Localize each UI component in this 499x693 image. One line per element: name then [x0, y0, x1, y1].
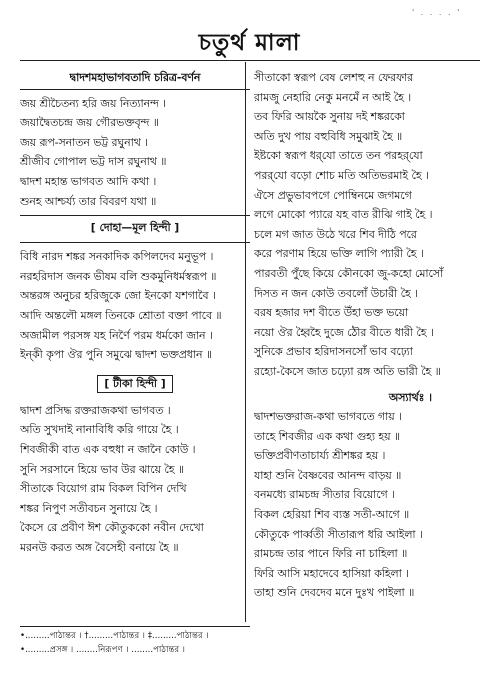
verse-block-3	[20, 401, 250, 558]
verse-line: করে পরণাম হিয়ে ভক্তি লাগি প্যারী হৈ ।	[254, 247, 424, 261]
left-column	[20, 68, 250, 557]
verse-line: জয়াদ্বৈতচন্দ্র জয় গৌরভক্তবৃন্দ ॥	[20, 116, 159, 130]
section-heading: দ্বাদশমহাভাগবতাদি চরিত্র-বর্ণন	[20, 68, 250, 90]
verse-block-5	[254, 407, 486, 603]
verse-line: অন্তরঙ্গ অনুচর হরিজুকে জো ইনকো যশগাবৈ ।	[20, 289, 216, 303]
verse-line: তাহা শুনি দেবদেব মনে দুঃখ পাইলা ॥	[254, 586, 415, 600]
verse-line: চলে মগ জাত উঠে খরে শিব দীঠি পরে	[254, 227, 417, 241]
page-title: চতুর্থ মালা	[198, 30, 301, 56]
verse-line: লগে মোকো প্যারে যহ বাত রীঝি গাই হৈ ।	[254, 208, 433, 222]
verse-line: রামজু নেহারি নেকু মনমেঁ ন আই হৈ ।	[254, 90, 412, 104]
verse-line: দ্বাদশ প্রসিদ্ধ রক্তরাজকথা ভাগবত ।	[20, 403, 171, 417]
verse-line: অজামীল পরসঙ্গ যহ নির্ণৈ পরম ধর্মকো জান ।	[20, 328, 213, 342]
verse-line: জয় শ্রীচৈতন্য হরি জয় নিত্যানন্দ ।	[20, 96, 167, 110]
tika-label: [ টীকা হিন্দী ]	[97, 375, 172, 393]
verse-line: ফিরি আসি মহাদেবে হাসিয়া কহিলা ।	[254, 566, 410, 580]
verse-line: রহ্যো-কৈসে জাত চঢ়্যো রঙ্গ অতি ভারী হৈ ॥	[254, 364, 441, 378]
verse-line: পরর্‌যো বড়ো শোচ মতি অতিভরমাই হৈ ।	[254, 168, 429, 182]
verse-block-2	[20, 247, 250, 365]
verse-line: শিবজীকী বাত এক বহুধা ন জানৈ কোউ ।	[20, 442, 196, 456]
doha-label: [ দোহা—মূল হিন্দী ]	[90, 221, 180, 235]
verse-block-4	[254, 68, 486, 382]
right-column	[254, 68, 486, 603]
verse-line: মরনউ করত অঙ্গ বৈসেহী বনায়ে হৈ ॥	[20, 540, 179, 554]
verse-line: সুনি সরসানে হিয়ে ভাব উর ঝায়ে হৈ ॥	[20, 462, 184, 476]
tika-label-row	[20, 371, 250, 397]
verse-line: ভক্তিপ্রবীণতাচার্য্য শ্রীশঙ্কর হয় ।	[254, 449, 386, 463]
verse-line: আদি অন্তলৌ মঙ্গল তিনকে শ্রোতা বক্তা পাবে ॥	[20, 308, 222, 322]
verse-line: শ্রীজীব গোপাল ভট্ট দাস রঘুনাথ ॥	[20, 155, 167, 169]
verse-line: দ্বাদশ মহান্ত ভাগবত আদি কথা ।	[20, 174, 157, 188]
verse-line: শঙ্কর নিপুণ সতীবচন সুনায়ে হৈ ।	[20, 501, 158, 515]
verse-block-1	[20, 94, 250, 212]
verse-line: সীতাকে বিয়োগ রাম বিকল বিপিন দেখি	[20, 482, 187, 496]
verse-line: অতি দুখ পায় বহুবিধি সমুঝাই হৈ ॥	[254, 129, 403, 143]
verse-line: দিসত ন জন কোউ তবলোঁ উচারী হৈ ।	[254, 286, 418, 300]
verse-line: জয় রূপ-সনাতন ভট্ট রঘুনাথ ।	[20, 135, 148, 149]
verse-line: ঐসে প্রভুভাবপগে পোম্বিনমে জগমগে	[254, 188, 412, 202]
doha-label-row	[20, 215, 250, 243]
verse-line: পারবতী পুঁছে কিয়ে কৌনকো জু-কহো মোসোঁ	[254, 266, 444, 280]
verse-line: নয়ো ঔর হ্বৈহৈ দুজে ঠৌর বীতে ধারী হৈ ।	[254, 325, 434, 339]
verse-line: তব ফিরি আয়কৈ সুনায় দই শঙ্করকো	[254, 110, 405, 124]
verse-line: বনমধ্যে রামচন্দ্র সীতার বিয়োগে ।	[254, 488, 395, 502]
verse-line: বিকল হেরিয়া শিব ব্যস্ত সতী-আগে ॥	[254, 508, 410, 522]
verse-line: সুনিকে প্রভাব হরিদাসনসোঁ ভাব বঢ়্যো	[254, 345, 413, 359]
verse-line: যাহা শুনি বৈষ্ণবের আনন্দ বাড়য় ॥	[254, 468, 402, 482]
verse-line: সীতাকো স্বরূপ বেষ লেশহু ন ফেরফার	[254, 71, 414, 84]
verse-line: নরহরিদাস জনক ভীষম বলি শুকমুনিধর্মস্বরূপ ॥	[20, 269, 217, 283]
footnotes	[20, 626, 250, 657]
footnote-line: •.........পাঠান্তর । †.........পাঠান্তর । ‡.........পাঠান্তর ।	[20, 631, 209, 641]
verse-line: বিধি নারদ শঙ্কর সনকাদিক কপিলদেব মনুভূপ ।	[20, 250, 214, 264]
verse-line: কৌতুকে পার্ব্বতী সীতারূপ ধরি আইলা ।	[254, 527, 423, 541]
title-rule	[20, 60, 480, 61]
corner-marks: ' . . . . '	[412, 8, 462, 17]
verse-line: তাহে শিবজীর এক কথা গুহ্য হয় ॥	[254, 429, 400, 443]
footnote-line: •.........প্রসঙ্গ । ........নিরূপণ । ........পাঠান্তর ।	[20, 645, 185, 655]
verse-line: অতি সুখদাই নানাবিধি করি গায়ে হৈ ।	[20, 423, 179, 437]
verse-line: শুনহ আশ্চর্য্য তার বিবরণ যথা ॥	[20, 194, 157, 208]
verse-line: দ্বাদশভক্তরাজ-কথা ভাগবতে গায় ।	[254, 410, 402, 424]
verse-line: ইষ্টকো স্বরূপ ধর্‌যো তাতে তন পরহর্‌যো	[254, 149, 423, 163]
verse-line: রামচন্দ্র তার পানে ফিরি না চাহিলা ॥	[254, 547, 408, 561]
verse-line: কৈসে রে প্রবীণ ঈশ কৌতুককো নবীন দেখো	[20, 521, 204, 535]
verse-line: ইন্‌কী কৃপা ঔর পুনি সমুঝে দ্বাদশ ভক্তপ্রধান ॥	[20, 348, 212, 362]
verse-line: বরষ হজার দশ বীতে উঁহা ভক্ত ভয়ো	[254, 306, 409, 320]
section-label: অস্যার্থঃ ।	[388, 390, 432, 404]
